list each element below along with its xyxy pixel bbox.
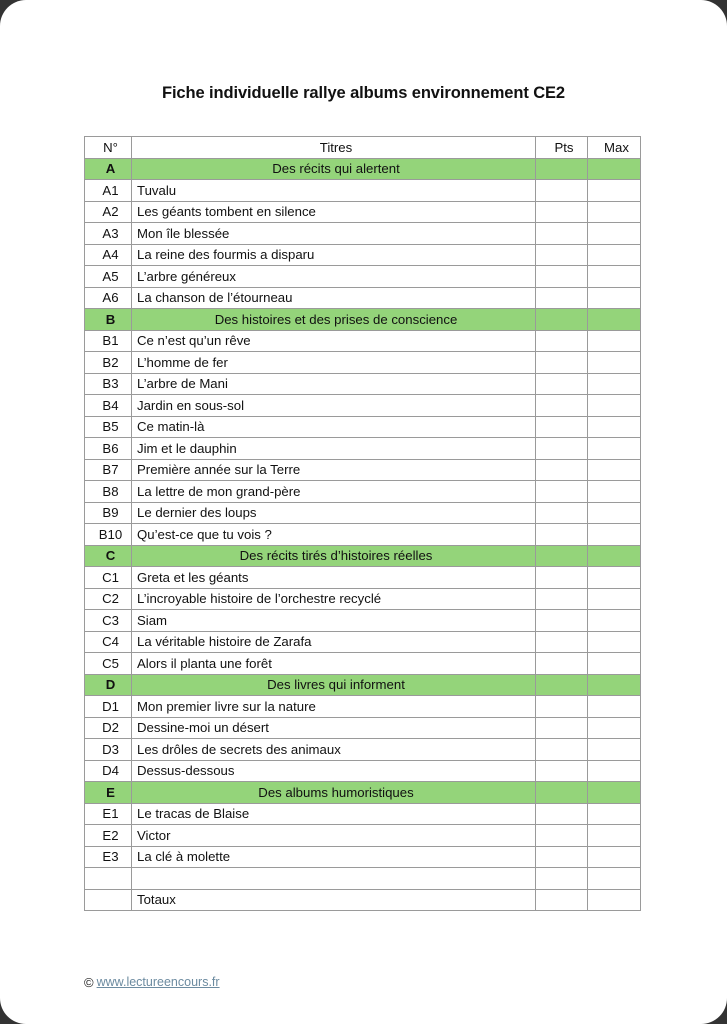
book-title: Tuvalu	[132, 180, 536, 202]
row-code: B5	[85, 416, 132, 438]
row-code: C2	[85, 588, 132, 610]
points-cell[interactable]	[536, 266, 588, 288]
table-row	[85, 459, 641, 481]
row-code: C	[85, 545, 132, 567]
max-cell[interactable]	[588, 330, 641, 352]
max-cell[interactable]	[588, 739, 641, 761]
table-row	[85, 868, 641, 890]
row-code: D4	[85, 760, 132, 782]
book-title: Jardin en sous-sol	[132, 395, 536, 417]
points-cell[interactable]	[536, 868, 588, 890]
row-code: B8	[85, 481, 132, 503]
row-code: B	[85, 309, 132, 331]
points-cell[interactable]	[536, 244, 588, 266]
points-cell[interactable]	[536, 416, 588, 438]
row-code: D	[85, 674, 132, 696]
table-row	[85, 481, 641, 503]
row-code: A2	[85, 201, 132, 223]
table-row	[85, 287, 641, 309]
row-code: A6	[85, 287, 132, 309]
max-cell[interactable]	[588, 524, 641, 546]
max-cell[interactable]	[588, 868, 641, 890]
max-cell	[588, 309, 641, 331]
row-code: A4	[85, 244, 132, 266]
points-cell	[536, 158, 588, 180]
table-header-row	[85, 137, 641, 159]
book-title: L’arbre de Mani	[132, 373, 536, 395]
book-title: Qu’est-ce que tu vois ?	[132, 524, 536, 546]
points-cell	[536, 782, 588, 804]
row-code: D2	[85, 717, 132, 739]
row-code: C5	[85, 653, 132, 675]
table-row	[85, 653, 641, 675]
points-cell[interactable]	[536, 825, 588, 847]
book-title: Jim et le dauphin	[132, 438, 536, 460]
points-cell[interactable]	[536, 481, 588, 503]
row-code: C1	[85, 567, 132, 589]
table-row	[85, 696, 641, 718]
points-cell[interactable]	[536, 846, 588, 868]
column-header-max: Max	[588, 137, 641, 159]
book-title: Ce n’est qu’un rêve	[132, 330, 536, 352]
max-cell[interactable]	[588, 825, 641, 847]
max-cell[interactable]	[588, 889, 641, 911]
points-cell[interactable]	[536, 803, 588, 825]
rallye-table	[84, 136, 641, 911]
row-code: E1	[85, 803, 132, 825]
table-row	[85, 631, 641, 653]
points-cell[interactable]	[536, 201, 588, 223]
footer	[84, 976, 220, 989]
row-code: B7	[85, 459, 132, 481]
max-cell[interactable]	[588, 266, 641, 288]
book-title: L’incroyable histoire de l’orchestre recyclé	[132, 588, 536, 610]
row-code: A1	[85, 180, 132, 202]
section-title: Des récits qui alertent	[132, 158, 536, 180]
section-title: Des récits tirés d’histoires réelles	[132, 545, 536, 567]
section-header-row	[85, 782, 641, 804]
points-cell[interactable]	[536, 287, 588, 309]
row-code: E3	[85, 846, 132, 868]
row-code: B9	[85, 502, 132, 524]
table-row	[85, 330, 641, 352]
book-title: L’homme de fer	[132, 352, 536, 374]
table-row	[85, 416, 641, 438]
section-header-row	[85, 158, 641, 180]
table-row	[85, 352, 641, 374]
points-cell[interactable]	[536, 330, 588, 352]
book-title: Les drôles de secrets des animaux	[132, 739, 536, 761]
row-code: B4	[85, 395, 132, 417]
row-code	[85, 868, 132, 890]
points-cell[interactable]	[536, 717, 588, 739]
table-row	[85, 244, 641, 266]
table-row	[85, 201, 641, 223]
max-cell[interactable]	[588, 846, 641, 868]
points-cell[interactable]	[536, 567, 588, 589]
points-cell[interactable]	[536, 610, 588, 632]
book-title: Mon île blessée	[132, 223, 536, 245]
points-cell[interactable]	[536, 502, 588, 524]
copyright-icon: ©	[84, 975, 94, 990]
book-title: Totaux	[132, 889, 536, 911]
max-cell[interactable]	[588, 588, 641, 610]
book-title: Les géants tombent en silence	[132, 201, 536, 223]
row-code: D1	[85, 696, 132, 718]
section-title: Des livres qui informent	[132, 674, 536, 696]
section-header-row	[85, 545, 641, 567]
points-cell[interactable]	[536, 395, 588, 417]
max-cell[interactable]	[588, 459, 641, 481]
row-code: C3	[85, 610, 132, 632]
max-cell	[588, 158, 641, 180]
points-cell[interactable]	[536, 739, 588, 761]
points-cell[interactable]	[536, 459, 588, 481]
table-row	[85, 395, 641, 417]
points-cell[interactable]	[536, 631, 588, 653]
points-cell[interactable]	[536, 524, 588, 546]
column-header-pts: Pts	[536, 137, 588, 159]
book-title	[132, 868, 536, 890]
table-row	[85, 803, 641, 825]
book-title: Ce matin-là	[132, 416, 536, 438]
points-cell[interactable]	[536, 889, 588, 911]
row-code: B1	[85, 330, 132, 352]
section-title: Des histoires et des prises de conscience	[132, 309, 536, 331]
table-row	[85, 739, 641, 761]
max-cell[interactable]	[588, 631, 641, 653]
table-row	[85, 610, 641, 632]
points-cell	[536, 545, 588, 567]
points-cell[interactable]	[536, 223, 588, 245]
max-cell[interactable]	[588, 438, 641, 460]
max-cell[interactable]	[588, 653, 641, 675]
table-row	[85, 567, 641, 589]
table-row	[85, 180, 641, 202]
max-cell	[588, 782, 641, 804]
book-title: Victor	[132, 825, 536, 847]
rallye-table-container	[84, 136, 640, 911]
max-cell[interactable]	[588, 395, 641, 417]
max-cell[interactable]	[588, 352, 641, 374]
max-cell[interactable]	[588, 717, 641, 739]
table-row	[85, 846, 641, 868]
max-cell[interactable]	[588, 502, 641, 524]
points-cell[interactable]	[536, 588, 588, 610]
page-title: Fiche individuelle rallye albums environnement CE2	[161, 84, 566, 102]
table-row	[85, 373, 641, 395]
max-cell[interactable]	[588, 373, 641, 395]
points-cell[interactable]	[536, 696, 588, 718]
row-code: B6	[85, 438, 132, 460]
row-code: D3	[85, 739, 132, 761]
table-row	[85, 223, 641, 245]
max-cell[interactable]	[588, 180, 641, 202]
table-row	[85, 825, 641, 847]
book-title: Le dernier des loups	[132, 502, 536, 524]
max-cell[interactable]	[588, 223, 641, 245]
max-cell[interactable]	[588, 696, 641, 718]
website-link[interactable]: www.lectureencours.fr	[96, 975, 220, 989]
row-code: A5	[85, 266, 132, 288]
totals-row	[85, 889, 641, 911]
table-row	[85, 760, 641, 782]
max-cell[interactable]	[588, 567, 641, 589]
row-code: A3	[85, 223, 132, 245]
row-code	[85, 889, 132, 911]
book-title: La lettre de mon grand-père	[132, 481, 536, 503]
book-title: Alors il planta une forêt	[132, 653, 536, 675]
max-cell	[588, 674, 641, 696]
column-header-titres: Titres	[132, 137, 536, 159]
max-cell[interactable]	[588, 416, 641, 438]
points-cell	[536, 309, 588, 331]
max-cell[interactable]	[588, 481, 641, 503]
points-cell[interactable]	[536, 180, 588, 202]
row-code: A	[85, 158, 132, 180]
book-title: La véritable histoire de Zarafa	[132, 631, 536, 653]
table-row	[85, 717, 641, 739]
book-title: La reine des fourmis a disparu	[132, 244, 536, 266]
points-cell[interactable]	[536, 352, 588, 374]
book-title: Greta et les géants	[132, 567, 536, 589]
max-cell	[588, 545, 641, 567]
section-title: Des albums humoristiques	[132, 782, 536, 804]
row-code: C4	[85, 631, 132, 653]
max-cell[interactable]	[588, 610, 641, 632]
book-title: Dessine-moi un désert	[132, 717, 536, 739]
row-code: B2	[85, 352, 132, 374]
row-code: E	[85, 782, 132, 804]
table-row	[85, 524, 641, 546]
row-code: B10	[85, 524, 132, 546]
points-cell[interactable]	[536, 373, 588, 395]
book-title: La chanson de l’étourneau	[132, 287, 536, 309]
table-row	[85, 266, 641, 288]
points-cell[interactable]	[536, 760, 588, 782]
book-title: Siam	[132, 610, 536, 632]
book-title: Mon premier livre sur la nature	[132, 696, 536, 718]
column-header-num: N°	[85, 137, 132, 159]
table-row	[85, 588, 641, 610]
book-title: Le tracas de Blaise	[132, 803, 536, 825]
book-title: Dessus-dessous	[132, 760, 536, 782]
max-cell[interactable]	[588, 201, 641, 223]
max-cell[interactable]	[588, 803, 641, 825]
book-title: La clé à molette	[132, 846, 536, 868]
points-cell	[536, 674, 588, 696]
table-row	[85, 438, 641, 460]
section-header-row	[85, 674, 641, 696]
max-cell[interactable]	[588, 244, 641, 266]
row-code: E2	[85, 825, 132, 847]
section-header-row	[85, 309, 641, 331]
book-title: L’arbre généreux	[132, 266, 536, 288]
table-row	[85, 502, 641, 524]
row-code: B3	[85, 373, 132, 395]
max-cell[interactable]	[588, 760, 641, 782]
points-cell[interactable]	[536, 438, 588, 460]
points-cell[interactable]	[536, 653, 588, 675]
book-title: Première année sur la Terre	[132, 459, 536, 481]
max-cell[interactable]	[588, 287, 641, 309]
